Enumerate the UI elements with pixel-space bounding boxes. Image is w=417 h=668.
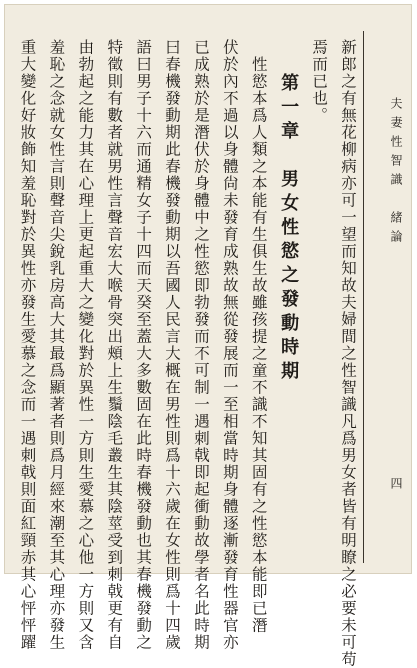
text-column: 伏於內不過以身體尙未發育成熟故無從發展而一至相當時期身體逐漸發育性器官亦 (220, 39, 239, 651)
text-column: 性慾本爲人類之本能有生俱生故雖孩提之童不識不知其固有之性慾本能即已潛 (249, 56, 268, 634)
running-head (373, 5, 413, 575)
book-page (4, 4, 412, 668)
text-column: 焉而已也。 (310, 39, 329, 124)
text-column: 曰春機發動期此春機發動期以吾國人民言大概在男性則爲十六歲在女性則爲十四歲 (163, 39, 182, 651)
body-text (18, 39, 357, 668)
text-column: 語曰男子十六而通精女子十四而天癸至蓋大多數固在此時春機發動也其春機發動之 (134, 39, 153, 651)
text-column: 特徵則有數者就男性言聲音宏大喉骨突出頰上生鬚陰毛叢生其陰莖受到刺戟更有自 (105, 39, 124, 651)
chapter-heading: 第一章 男女性慾之發動時期 (278, 73, 300, 385)
text-column: 已成熟於是潛伏於身體中之性慾即勃發而不可制一遇刺戟即起衝動故學者名此時期 (191, 39, 210, 651)
text-column: 羞恥之念就女性言則聲音尖銳乳房高大其最爲顯著者則爲月經來潮至其心理亦發生 (47, 39, 66, 651)
header-rule (363, 31, 364, 563)
page-number: 四 (389, 477, 403, 489)
text-column: 新郎之有無花柳病亦可一望而知故夫婦間之性智識凡爲男女者皆有明瞭之必要未可苟 (338, 39, 357, 668)
text-column: 重大變化好妝飾知羞恥對於異性亦發生愛慕之念而一遇刺戟則面紅頸赤其心怦怦躍 (18, 39, 37, 651)
text-column: 由勃起之能力其在心理上更起重大之變化對於異性一方則生愛慕之心他一方則又含 (76, 39, 95, 651)
running-title: 夫妻性智識 緒論 (389, 97, 403, 249)
